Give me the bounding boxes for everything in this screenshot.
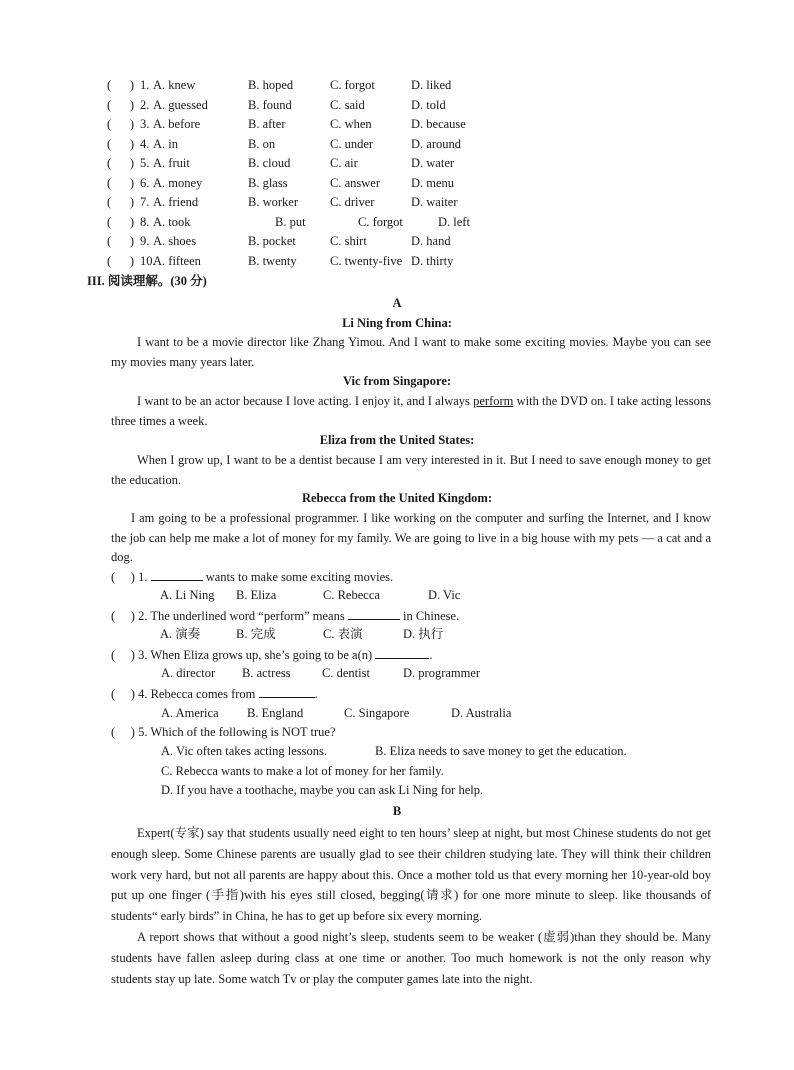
question-number: 6. xyxy=(140,175,150,190)
option-a: A. fifteen xyxy=(153,253,201,268)
option-d: D. menu xyxy=(411,175,455,190)
option-b: B. 完成 xyxy=(236,627,276,641)
question-number: 7. xyxy=(140,195,150,209)
option-c: C. twenty-five xyxy=(330,253,403,268)
answer-paren[interactable]: ( ) xyxy=(107,117,135,131)
option-b: B. cloud xyxy=(248,156,291,170)
option-c: C. said xyxy=(330,97,365,112)
paragraph-text: I am going to be a professional programmer. I like working on the computer and surfing the Internet, and I know the job can help me make a lot of money for my family. We are going to live in a big house with my pets — a cat and a dog. xyxy=(111,511,711,564)
option-c: C. dentist xyxy=(322,666,370,680)
option-a: A. guessed xyxy=(153,97,208,112)
question-number: 2. xyxy=(140,97,150,112)
question-text: . xyxy=(429,648,433,662)
question-text: in Chinese. xyxy=(399,609,460,623)
option-c: C. forgot xyxy=(358,214,403,229)
answer-paren[interactable]: ( ) xyxy=(111,609,135,623)
option-d: D. water xyxy=(411,156,455,170)
option-b: B. actress xyxy=(242,666,291,680)
question-number: 4. xyxy=(140,136,150,151)
answer-paren[interactable]: ( ) xyxy=(111,570,135,584)
option-a: A. friend xyxy=(153,195,199,209)
option-c: C. answer xyxy=(330,175,380,190)
option-a: A. shoes xyxy=(153,234,197,248)
answer-blank[interactable] xyxy=(348,607,400,620)
answer-paren[interactable]: ( ) xyxy=(107,234,135,248)
passage-label-b: B xyxy=(392,804,402,818)
option-a: A. Li Ning xyxy=(160,588,215,602)
answer-paren[interactable]: ( ) xyxy=(107,97,135,112)
option-d: D. If you have a toothache, maybe you can ask Li Ning for help. xyxy=(161,783,484,797)
paragraph-rebecca xyxy=(111,509,711,568)
option-a: A. director xyxy=(161,666,216,680)
option-c: C. Rebecca wants to make a lot of money for her family. xyxy=(161,764,444,778)
speaker-heading-rebecca: Rebecca from the United Kingdom: xyxy=(301,491,493,505)
answer-blank[interactable] xyxy=(259,685,315,698)
option-a: A. America xyxy=(161,706,219,720)
option-c: C. 表演 xyxy=(323,627,363,641)
speaker-heading-li-ning: Li Ning from China: xyxy=(342,316,452,330)
option-a: A. knew xyxy=(153,78,196,92)
option-c: C. driver xyxy=(330,195,375,209)
question-number: 1. xyxy=(138,570,148,584)
question-text: 4. Rebecca comes from xyxy=(138,687,256,701)
option-a: A. in xyxy=(153,136,178,151)
option-b: B. put xyxy=(275,214,306,229)
paragraph-text: Expert(专家) say that students usually need eight to ten hours’ sleep at night, but most Chinese students do not get enough sleep. Some Chinese parents are usually glad to see their children studying late. They will think their children work very hard, but not all parents are happy about this. Once a mother told us that every morning her 10-year-old boy put up one finger (手指)with his eyes still closed, begging(请求) for one more minute to sleep. like thousands of students“ early birds” in China, he has to get up before six every morning. xyxy=(111,826,711,924)
answer-paren[interactable]: ( ) xyxy=(107,175,135,190)
option-d: D. thirty xyxy=(411,253,454,268)
option-d: D. Vic xyxy=(428,588,461,602)
question-number: 9. xyxy=(140,234,150,248)
speaker-heading-vic: Vic from Singapore: xyxy=(342,374,452,388)
option-c: C. Rebecca xyxy=(323,588,380,602)
option-a: A. before xyxy=(153,117,201,131)
option-a: A. took xyxy=(153,214,191,229)
answer-paren[interactable]: ( ) xyxy=(111,725,135,739)
question-text: 5. Which of the following is NOT true? xyxy=(138,725,336,739)
paragraph-text: A report shows that without a good night’s sleep, students seem to be weaker (虚弱)than they should be. Many students have fallen asleep during class at one time or another. Too much homework is not the only reason why students stay up late. Some watch Tv or play the computer games late into the night. xyxy=(111,930,711,986)
option-b: B. on xyxy=(248,136,276,151)
option-c: C. under xyxy=(330,136,374,151)
option-d: D. because xyxy=(411,117,466,131)
question-row xyxy=(111,568,393,585)
answer-paren[interactable]: ( ) xyxy=(107,214,135,229)
question-number: 8. xyxy=(140,214,150,229)
paragraph-text: I want to be an actor because I love acting. I enjoy it, and I always xyxy=(137,394,474,408)
question-row xyxy=(111,724,336,740)
option-a: A. fruit xyxy=(153,156,190,170)
option-d: D. 执行 xyxy=(403,627,444,641)
paragraph-text: When I grow up, I want to be a dentist because I am very interested in it. But I need to save enough money to get the education. xyxy=(111,453,711,487)
answer-blank[interactable] xyxy=(375,646,429,659)
option-c: C. forgot xyxy=(330,78,375,92)
option-d: D. waiter xyxy=(411,195,458,209)
option-b: B. Eliza needs to save money to get the education. xyxy=(375,744,627,758)
paragraph-text: I want to be a movie director like Zhang Yimou. And I want to make some exciting movies. Maybe you can see my movies many years later. xyxy=(111,335,711,369)
option-c: C. when xyxy=(330,117,372,131)
paragraph-text: with the DVD on. I take acting lessons three times a week. xyxy=(111,394,711,428)
passage-label-a: A xyxy=(392,296,402,310)
option-d: D. left xyxy=(438,214,470,229)
paragraph-li-ning xyxy=(111,333,711,372)
answer-paren[interactable]: ( ) xyxy=(107,253,135,268)
question-row xyxy=(111,607,459,624)
question-number: 3. xyxy=(140,117,150,131)
option-b: B. found xyxy=(248,97,292,112)
option-c: C. Singapore xyxy=(344,706,410,720)
speaker-heading-eliza: Eliza from the United States: xyxy=(319,433,475,447)
question-number: 10. xyxy=(140,253,156,268)
option-b: B. after xyxy=(248,117,286,131)
paragraph-b2 xyxy=(111,927,711,989)
option-d: D. hand xyxy=(411,234,451,248)
answer-paren[interactable]: ( ) xyxy=(111,648,135,662)
option-a: A. money xyxy=(153,175,203,190)
question-text: wants to make some exciting movies. xyxy=(202,570,394,584)
question-row xyxy=(111,685,318,702)
option-b: B. twenty xyxy=(248,253,297,268)
option-d: D. told xyxy=(411,97,446,112)
option-b: B. England xyxy=(247,706,304,720)
answer-paren[interactable]: ( ) xyxy=(107,156,135,170)
option-a: A. Vic often takes acting lessons. xyxy=(161,744,327,758)
option-b: B. Eliza xyxy=(236,588,277,602)
underlined-word: perform xyxy=(473,394,514,408)
option-d: D. Australia xyxy=(451,706,512,720)
option-c: C. shirt xyxy=(330,234,367,248)
option-d: D. programmer xyxy=(403,666,481,680)
question-text: 3. When Eliza grows up, she’s going to be a(n) xyxy=(138,648,373,662)
question-number: 5. xyxy=(140,156,150,170)
option-b: B. pocket xyxy=(248,234,296,248)
option-d: D. liked xyxy=(411,78,452,92)
answer-blank[interactable] xyxy=(151,568,203,581)
answer-paren[interactable]: ( ) xyxy=(107,195,135,209)
answer-paren[interactable]: ( ) xyxy=(111,687,135,701)
option-b: B. glass xyxy=(248,175,288,190)
question-row xyxy=(111,646,432,663)
option-d: D. around xyxy=(411,136,461,151)
option-b: B. worker xyxy=(248,195,298,209)
paragraph-b1 xyxy=(111,823,711,927)
question-text: 2. The underlined word “perform” means xyxy=(138,609,345,623)
paragraph-eliza xyxy=(111,451,711,490)
section-title: III. 阅读理解。(30 分) xyxy=(87,274,207,288)
question-number: 1. xyxy=(140,78,150,92)
answer-paren[interactable]: ( ) xyxy=(107,78,135,92)
question-text: . xyxy=(314,687,318,701)
option-a: A. 演奏 xyxy=(160,627,201,641)
answer-paren[interactable]: ( ) xyxy=(107,136,135,151)
paragraph-vic xyxy=(111,392,711,431)
option-b: B. hoped xyxy=(248,78,294,92)
option-c: C. air xyxy=(330,156,358,170)
